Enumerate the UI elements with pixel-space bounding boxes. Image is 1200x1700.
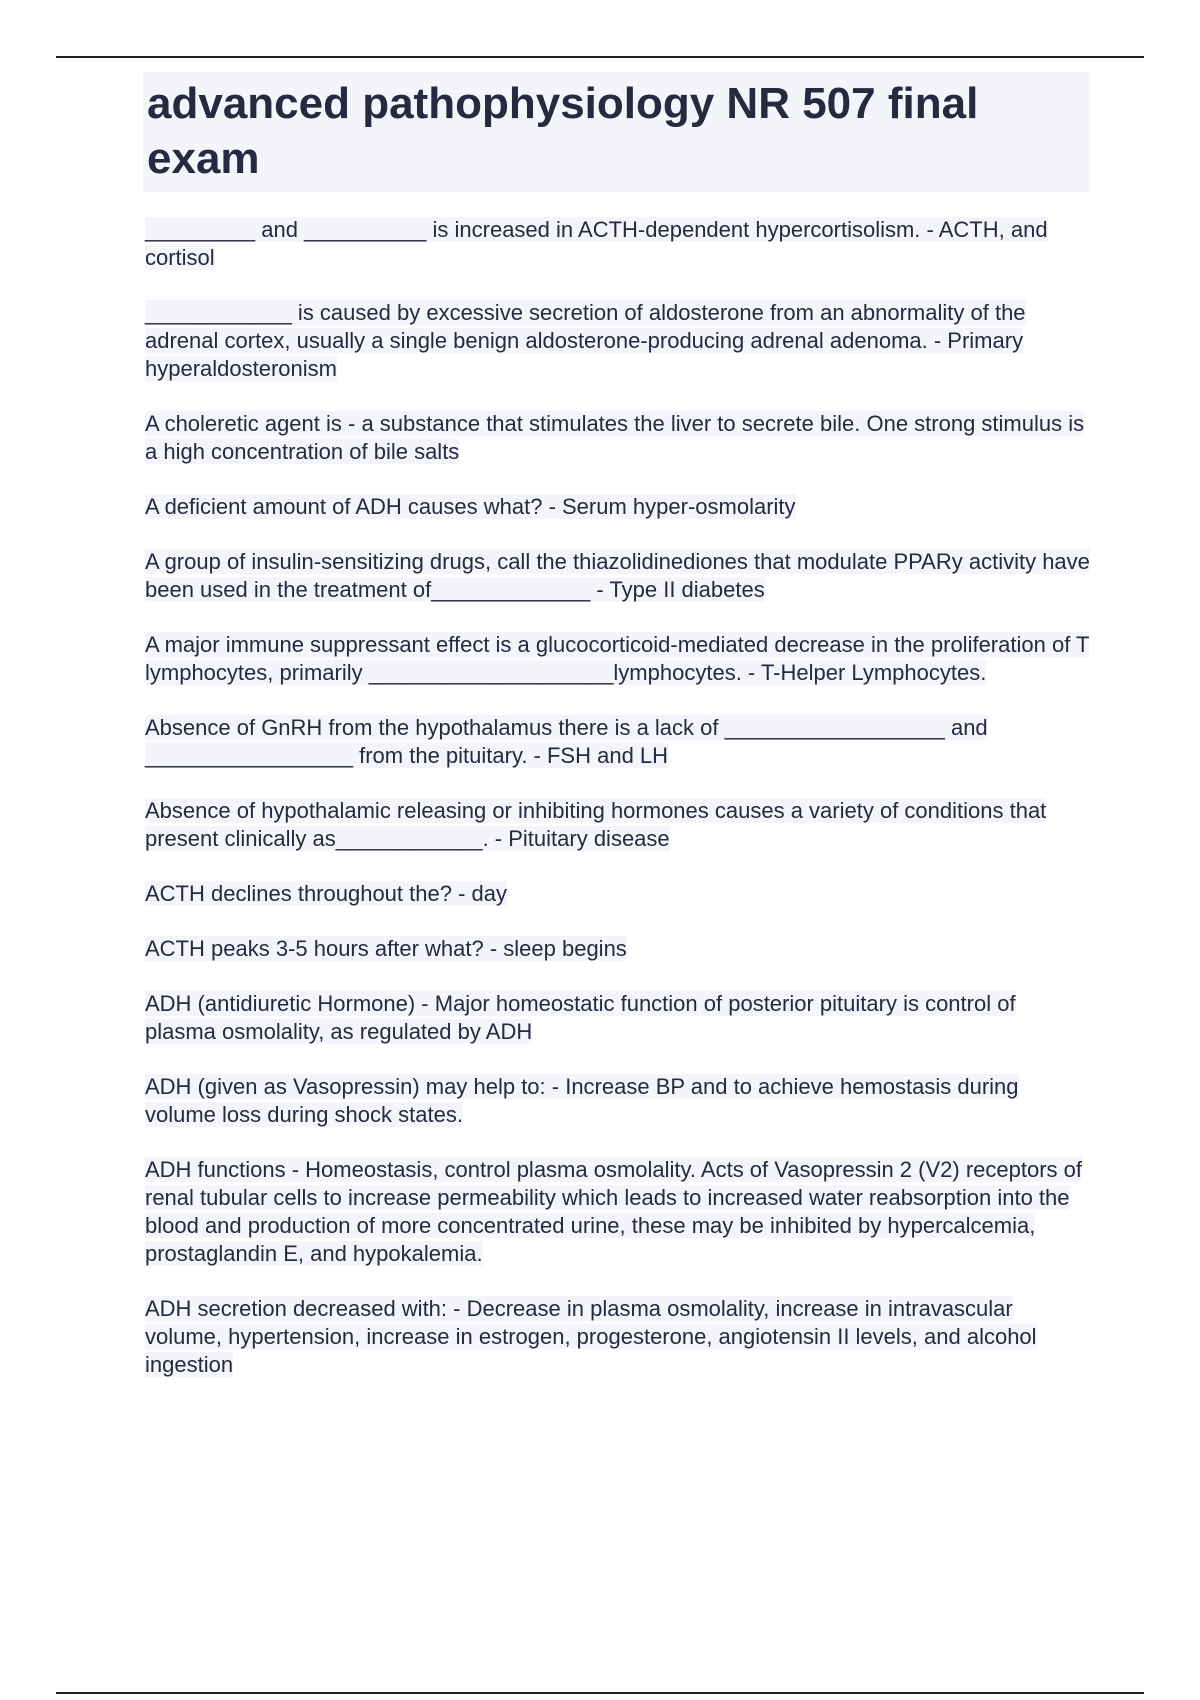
flashcard-item — [143, 548, 1090, 604]
flashcard-text: ADH (given as Vasopressin) may help to: - Increase BP and to achieve hemostasis during volume loss during shock states. — [145, 1074, 1019, 1127]
flashcard-item — [143, 1295, 1090, 1379]
document-body — [143, 72, 1090, 1406]
bottom-divider — [56, 1692, 1144, 1694]
flashcard-item — [143, 797, 1090, 853]
flashcard-item — [143, 1156, 1090, 1268]
flashcard-item — [143, 1073, 1090, 1129]
flashcard-list — [143, 216, 1090, 1379]
flashcard-text: ADH (antidiuretic Hormone) - Major homeostatic function of posterior pituitary is control of plasma osmolality, as regulated by ADH — [145, 991, 1016, 1044]
flashcard-text: _________ and __________ is increased in ACTH-dependent hypercortisolism. - ACTH, and cortisol — [145, 217, 1048, 270]
flashcard-text: A deficient amount of ADH causes what? - Serum hyper-osmolarity — [145, 494, 796, 519]
flashcard-item — [143, 990, 1090, 1046]
document-title: advanced pathophysiology NR 507 final exam — [147, 79, 979, 183]
flashcard-text: Absence of hypothalamic releasing or inhibiting hormones causes a variety of conditions that present clinically as____________. - Pituitary disease — [145, 798, 1047, 851]
flashcard-text: ADH functions - Homeostasis, control plasma osmolality. Acts of Vasopressin 2 (V2) receptors of renal tubular cells to increase permeability which leads to increased water reabsorption into the blood and production of more concentrated urine, these may be inhibited by hypercalcemia, prostaglandin E, and hypokalemia. — [145, 1157, 1082, 1266]
flashcard-item — [143, 216, 1090, 272]
flashcard-item — [143, 714, 1090, 770]
flashcard-item — [143, 493, 1090, 521]
flashcard-text: ____________ is caused by excessive secretion of aldosterone from an abnormality of the adrenal cortex, usually a single benign aldosterone-producing adrenal adenoma. - Primary hyperaldosteronism — [145, 300, 1026, 381]
flashcard-text: ADH secretion decreased with: - Decrease in plasma osmolality, increase in intravascular volume, hypertension, increase in estrogen, progesterone, angiotensin II levels, and alcohol ingestion — [145, 1296, 1037, 1377]
top-divider — [56, 56, 1144, 58]
flashcard-item — [143, 935, 1090, 963]
flashcard-item — [143, 410, 1090, 466]
flashcard-item — [143, 631, 1090, 687]
flashcard-text: A group of insulin-sensitizing drugs, call the thiazolidinediones that modulate PPARy activity have been used in the treatment of_____________ - Type II diabetes — [145, 549, 1090, 602]
flashcard-text: A choleretic agent is - a substance that stimulates the liver to secrete bile. One strong stimulus is a high concentration of bile salts — [145, 411, 1085, 464]
flashcard-item — [143, 880, 1090, 908]
flashcard-item — [143, 299, 1090, 383]
flashcard-text: ACTH declines throughout the? - day — [145, 881, 507, 906]
flashcard-text: Absence of GnRH from the hypothalamus there is a lack of __________________ and _________________ from the pituitary. - FSH and LH — [145, 715, 988, 768]
title-banner — [143, 72, 1090, 192]
flashcard-text: ACTH peaks 3-5 hours after what? - sleep begins — [145, 936, 627, 961]
flashcard-text: A major immune suppressant effect is a glucocorticoid-mediated decrease in the proliferation of T lymphocytes, primarily ____________________lymphocytes. - T-Helper Lymphocytes. — [145, 632, 1090, 685]
